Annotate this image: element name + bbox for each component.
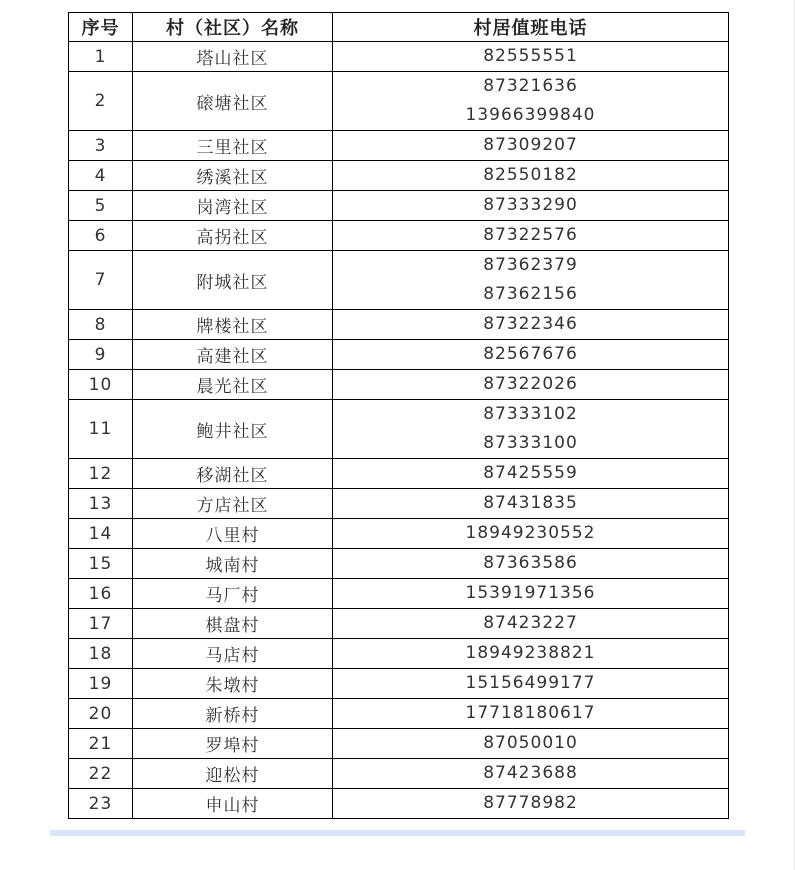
- table-row: [69, 221, 729, 251]
- table-row: [69, 789, 729, 819]
- row-name: 罗埠村: [133, 729, 333, 759]
- row-phones: [333, 699, 729, 729]
- row-name: 塔山社区: [133, 42, 333, 72]
- row-index: 21: [69, 729, 133, 759]
- phone-number: 87423688: [483, 763, 578, 783]
- row-phones: [333, 251, 729, 310]
- phone-number: 13966399840: [465, 105, 596, 125]
- row-index: 23: [69, 789, 133, 819]
- table-row: [69, 131, 729, 161]
- row-name: 马店村: [133, 639, 333, 669]
- row-name: 鲍井社区: [133, 400, 333, 459]
- phone-number: 87321636: [483, 76, 578, 96]
- phone-number: 17718180617: [465, 703, 596, 723]
- phone-number: 87362379: [483, 255, 578, 275]
- row-phones: [333, 370, 729, 400]
- phone-number: 87333290: [483, 195, 578, 215]
- phone-number: 87431835: [483, 493, 578, 513]
- row-phones: [333, 310, 729, 340]
- phone-number: 87363586: [483, 553, 578, 573]
- row-name: 岗湾社区: [133, 191, 333, 221]
- row-index: 11: [69, 400, 133, 459]
- row-phones: [333, 131, 729, 161]
- table-row: [69, 699, 729, 729]
- table-row: [69, 729, 729, 759]
- phone-number: 87322576: [483, 225, 578, 245]
- table-row: [69, 72, 729, 131]
- row-index: 9: [69, 340, 133, 370]
- row-index: 7: [69, 251, 133, 310]
- row-phones: [333, 489, 729, 519]
- table-row: [69, 609, 729, 639]
- header-phone: 村居值班电话: [333, 13, 729, 42]
- phone-number: 87322346: [483, 314, 578, 334]
- row-name: 棋盘村: [133, 609, 333, 639]
- phone-number: 87333100: [483, 433, 578, 453]
- row-name: 马厂村: [133, 579, 333, 609]
- row-name: 方店社区: [133, 489, 333, 519]
- header-index: 序号: [69, 13, 133, 42]
- phone-number: 87425559: [483, 463, 578, 483]
- row-name: 三里社区: [133, 131, 333, 161]
- row-index: 13: [69, 489, 133, 519]
- row-name: 移湖社区: [133, 459, 333, 489]
- table-row: [69, 191, 729, 221]
- row-phones: [333, 639, 729, 669]
- phone-number: 82550182: [483, 165, 578, 185]
- phone-number: 87322026: [483, 374, 578, 394]
- row-index: 12: [69, 459, 133, 489]
- row-index: 22: [69, 759, 133, 789]
- row-index: 3: [69, 131, 133, 161]
- table-row: [69, 579, 729, 609]
- table-row: [69, 759, 729, 789]
- phone-number: 15156499177: [465, 673, 596, 693]
- row-phones: [333, 72, 729, 131]
- row-index: 18: [69, 639, 133, 669]
- row-index: 17: [69, 609, 133, 639]
- table-row: [69, 370, 729, 400]
- row-index: 8: [69, 310, 133, 340]
- row-phones: [333, 191, 729, 221]
- row-name: 八里村: [133, 519, 333, 549]
- duty-phone-table: [68, 12, 729, 819]
- row-name: 城南村: [133, 549, 333, 579]
- phone-number: 15391971356: [465, 583, 596, 603]
- table-row: [69, 400, 729, 459]
- header-name: 村（社区）名称: [133, 13, 333, 42]
- table-row: [69, 161, 729, 191]
- row-index: 14: [69, 519, 133, 549]
- row-phones: [333, 789, 729, 819]
- row-index: 16: [69, 579, 133, 609]
- table-row: [69, 519, 729, 549]
- table-row: [69, 489, 729, 519]
- row-index: 15: [69, 549, 133, 579]
- row-name: 附城社区: [133, 251, 333, 310]
- table-row: [69, 549, 729, 579]
- table-row: [69, 459, 729, 489]
- row-name: 迎松村: [133, 759, 333, 789]
- row-phones: [333, 459, 729, 489]
- phone-number: 18949238821: [465, 643, 596, 663]
- table-row: [69, 42, 729, 72]
- table-row: [69, 340, 729, 370]
- row-phones: [333, 729, 729, 759]
- row-phones: [333, 42, 729, 72]
- phone-number: 87423227: [483, 613, 578, 633]
- phone-number: 87050010: [483, 733, 578, 753]
- row-name: 申山村: [133, 789, 333, 819]
- phone-number: 87362156: [483, 284, 578, 304]
- phone-number: 82555551: [483, 46, 578, 66]
- row-phones: [333, 340, 729, 370]
- table-row: [69, 310, 729, 340]
- row-index: 2: [69, 72, 133, 131]
- row-phones: [333, 669, 729, 699]
- row-index: 19: [69, 669, 133, 699]
- row-phones: [333, 609, 729, 639]
- row-name: 高拐社区: [133, 221, 333, 251]
- bottom-divider-bar: [50, 830, 745, 836]
- row-phones: [333, 161, 729, 191]
- table-row: [69, 251, 729, 310]
- row-name: 晨光社区: [133, 370, 333, 400]
- row-name: 绣溪社区: [133, 161, 333, 191]
- row-phones: [333, 221, 729, 251]
- table-header-row: [69, 13, 729, 42]
- row-name: 磙塘社区: [133, 72, 333, 131]
- row-index: 20: [69, 699, 133, 729]
- row-name: 新桥村: [133, 699, 333, 729]
- row-phones: [333, 549, 729, 579]
- row-name: 牌楼社区: [133, 310, 333, 340]
- row-index: 5: [69, 191, 133, 221]
- row-name: 高建社区: [133, 340, 333, 370]
- phone-number: 87778982: [483, 793, 578, 813]
- phone-number: 82567676: [483, 344, 578, 364]
- phone-number: 87309207: [483, 135, 578, 155]
- table-body: [69, 42, 729, 819]
- row-phones: [333, 519, 729, 549]
- phone-number: 87333102: [483, 404, 578, 424]
- row-phones: [333, 759, 729, 789]
- table-row: [69, 669, 729, 699]
- row-index: 4: [69, 161, 133, 191]
- phone-number: 18949230552: [465, 523, 596, 543]
- row-phones: [333, 400, 729, 459]
- row-index: 6: [69, 221, 133, 251]
- row-index: 1: [69, 42, 133, 72]
- row-name: 朱墩村: [133, 669, 333, 699]
- row-phones: [333, 579, 729, 609]
- table-row: [69, 639, 729, 669]
- row-index: 10: [69, 370, 133, 400]
